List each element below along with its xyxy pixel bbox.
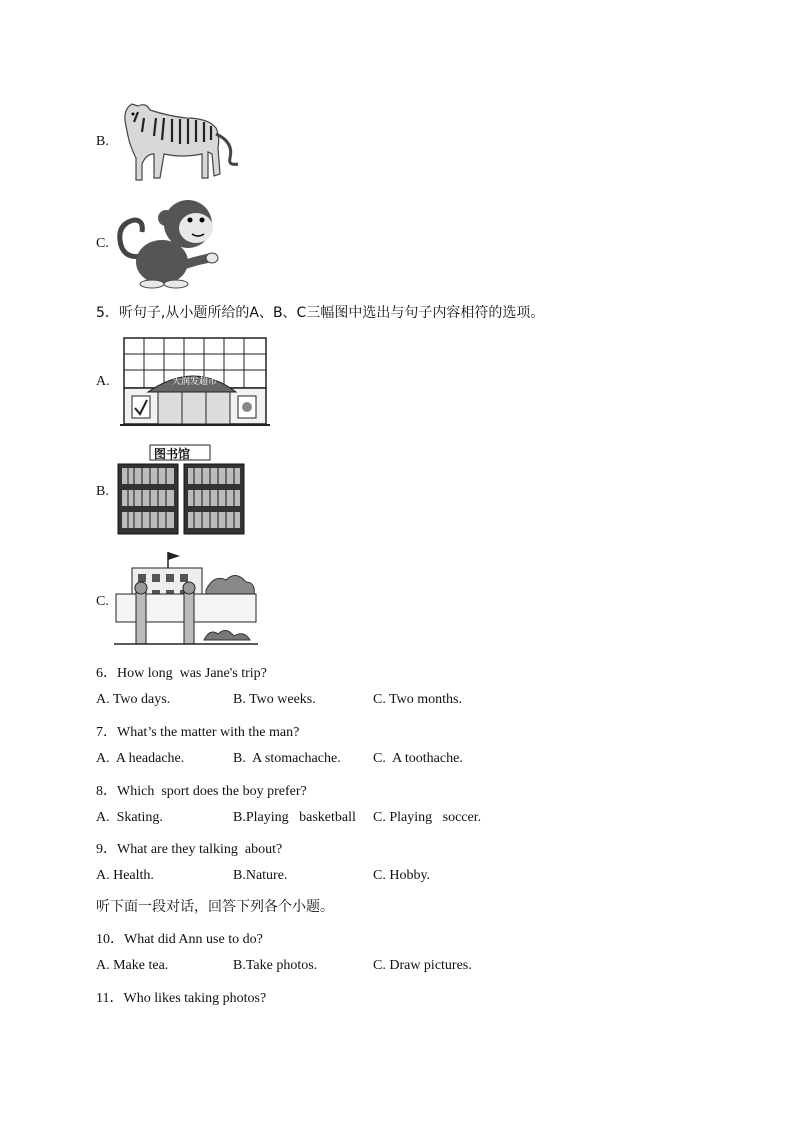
option-c[interactable]: C. A toothache. <box>373 751 463 766</box>
section-header: 听下面一段对话，回答下列各个小题。 <box>96 899 334 915</box>
library-sign: 图书馆 <box>154 447 191 461</box>
school-icon <box>114 550 258 648</box>
library-icon <box>116 444 246 536</box>
option-b[interactable]: B. Two weeks. <box>233 692 316 707</box>
option-a[interactable]: A. Health. <box>96 868 154 883</box>
option-a[interactable]: A. Skating. <box>96 810 163 825</box>
option-c[interactable]: C. Two months. <box>373 692 462 707</box>
question-number: 10． <box>96 932 124 947</box>
option-label-b: B. <box>96 134 109 149</box>
option-label-c: C. <box>96 594 109 609</box>
question-6 <box>96 662 267 682</box>
question-text: What’s the matter with the man? <box>117 725 300 740</box>
option-b[interactable]: B.Nature. <box>233 868 288 883</box>
option-b[interactable]: B.Take photos. <box>233 958 318 973</box>
option-b[interactable]: B.Playing basketball <box>233 810 356 825</box>
monkey-icon <box>114 196 226 290</box>
option-c[interactable]: C. Draw pictures. <box>373 958 472 973</box>
question-11 <box>96 987 266 1007</box>
option-c[interactable]: C. Hobby. <box>373 868 431 883</box>
question-number: 8． <box>96 784 117 799</box>
option-label-b: B. <box>96 484 109 499</box>
option-c[interactable]: C. Playing soccer. <box>373 810 482 825</box>
question-number: 7． <box>96 725 117 740</box>
question-number: 5． <box>96 305 119 321</box>
tiger-icon <box>116 98 244 184</box>
option-b[interactable]: B. A stomachache. <box>233 751 341 766</box>
option-a[interactable]: A. A headache. <box>96 751 185 766</box>
question-number: 6． <box>96 666 117 681</box>
question-number: 11． <box>96 991 124 1006</box>
question-text: Who likes taking photos? <box>123 991 267 1006</box>
question-number: 9． <box>96 842 117 857</box>
question-text: What are they talking about? <box>117 842 283 857</box>
option-a[interactable]: A. Make tea. <box>96 958 169 973</box>
question-text: What did Ann use to do? <box>124 932 263 947</box>
question-text: 听句子,从小题所给的A、B、C三幅图中选出与句子内容相符的选项。 <box>118 305 545 321</box>
option-label-a: A. <box>96 374 110 389</box>
option-label-c: C. <box>96 236 109 251</box>
supermarket-icon <box>120 336 270 428</box>
question-10 <box>96 928 263 948</box>
supermarket-sign: 大润发超市 <box>172 377 218 387</box>
question-5 <box>96 302 544 322</box>
question-8 <box>96 780 307 800</box>
question-text: How long was Jane's trip? <box>117 666 267 681</box>
question-7 <box>96 721 299 741</box>
question-text: Which sport does the boy prefer? <box>117 784 307 799</box>
question-9 <box>96 838 282 858</box>
option-a[interactable]: A. Two days. <box>96 692 171 707</box>
